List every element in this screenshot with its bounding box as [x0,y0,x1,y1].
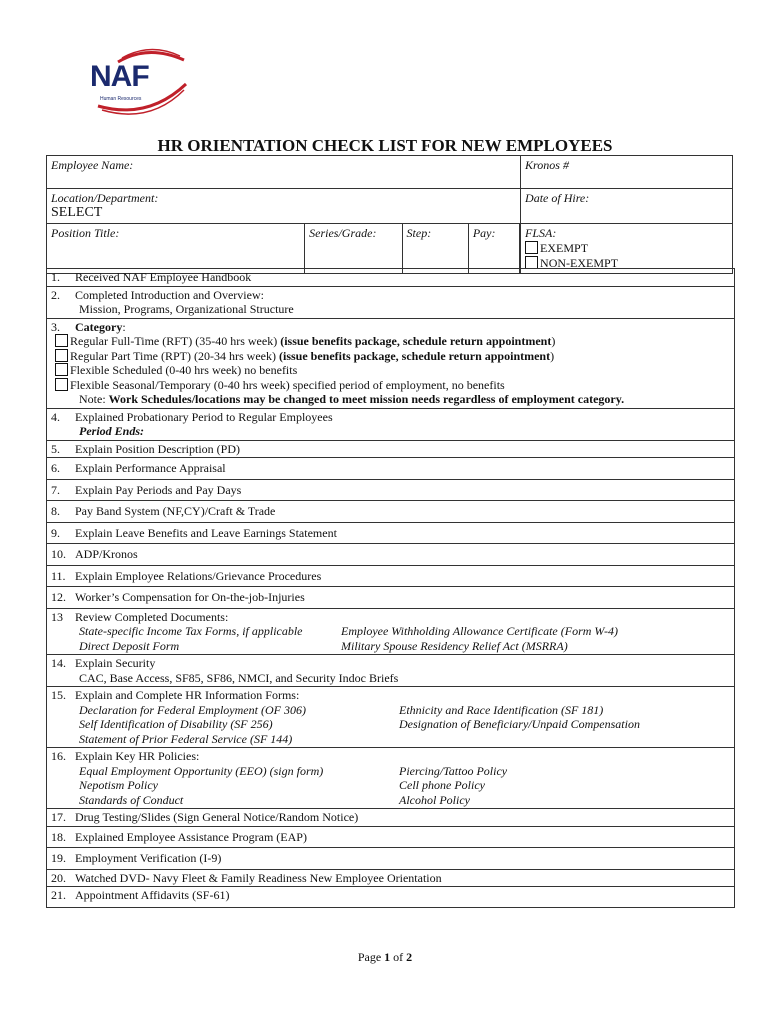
list-item: 1. Received NAF Employee Handbook [47,268,734,286]
date-of-hire-field[interactable]: Date of Hire: [521,189,733,224]
checklist [46,268,735,908]
list-item: 10. ADP/Kronos [47,543,734,565]
step-field[interactable]: Step: [402,224,468,274]
flsa-field: FLSA: EXEMPT NON-EXEMPT [521,224,733,274]
list-item: 7. Explain Pay Periods and Pay Days [47,479,734,501]
list-item: 2. Completed Introduction and Overview: Mission, Programs, Organizational Structure [47,286,734,318]
list-item: 15. Explain and Complete HR Information Forms: Declaration for Federal Employment (OF 306) Ethnicity and Race Identification (SF 181) Self Identification of Disability (SF 256) Designation of Beneficiary/Unpaid Compensation Statement of Prior Federal Service (SF 144) [47,686,734,747]
rpt-checkbox[interactable] [55,349,68,362]
page-title: HR ORIENTATION CHECK LIST FOR NEW EMPLOYEES [157,136,613,155]
location-department-field[interactable]: Location/Department: SELECT [47,189,521,224]
list-item: 4. Explained Probationary Period to Regular Employees Period Ends: [47,408,734,440]
list-item: 8. Pay Band System (NF,CY)/Craft & Trade [47,500,734,522]
list-item: 16. Explain Key HR Policies: Equal Employment Opportunity (EEO) (sign form) Piercing/Tattoo Policy Nepotism Policy Cell phone Policy Standards of Conduct Alcohol Policy [47,747,734,808]
list-item: 21. Appointment Affidavits (SF-61) [47,886,734,907]
exempt-checkbox[interactable] [525,241,538,254]
rft-checkbox[interactable] [55,334,68,347]
flexible-scheduled-checkbox[interactable] [55,363,68,376]
location-select[interactable]: SELECT [51,205,103,220]
list-item-category: 3. Category: Regular Full-Time (RFT) (35-40 hrs week) (issue benefits package, schedule return appointment) Regular Part Time (RPT) (20-34 hrs week) (issue benefits package, schedule return appointment) Flexible Scheduled (0-40 hrs week) no benefits Flexible Seasonal/Temporary (0-40 hrs week) specified period of employment, no benefits Note: Work Schedules/locations may be changed to meet mission needs regardless of employment category. [47,318,734,408]
position-title-field[interactable]: Position Title: [47,224,305,274]
list-item: 5. Explain Position Description (PD) [47,440,734,458]
employee-name-field[interactable]: Employee Name: [47,156,521,189]
list-item: 11. Explain Employee Relations/Grievance Procedures [47,565,734,587]
list-item: 13 Review Completed Documents: State-specific Income Tax Forms, if applicable Employee Withholding Allowance Certificate (Form W-4) Direct Deposit Form Military Spouse Residency Relief Act (MSRRA) [47,608,734,655]
pay-field[interactable]: Pay: [468,224,519,274]
logo-subtitle: Human Resources [100,96,142,102]
list-item: 14. Explain Security CAC, Base Access, SF85, SF86, NMCI, and Security Indoc Briefs [47,654,734,686]
list-item: 12. Worker’s Compensation for On-the-job-Injuries [47,586,734,608]
naf-logo [88,44,188,116]
series-grade-field[interactable]: Series/Grade: [305,224,402,274]
list-item: 20. Watched DVD- Navy Fleet & Family Readiness New Employee Orientation [47,869,734,887]
list-item: 9. Explain Leave Benefits and Leave Earnings Statement [47,522,734,544]
list-item: 17. Drug Testing/Slides (Sign General Notice/Random Notice) [47,808,734,826]
page-number: Page 1 of 2 [357,950,413,964]
employee-info-table [46,155,733,274]
list-item: 18. Explained Employee Assistance Program (EAP) [47,826,734,848]
logo-text: NAF [90,60,149,93]
list-item: 6. Explain Performance Appraisal [47,457,734,479]
kronos-field[interactable]: Kronos # [521,156,733,189]
flexible-seasonal-checkbox[interactable] [55,378,68,391]
list-item: 19. Employment Verification (I-9) [47,847,734,869]
